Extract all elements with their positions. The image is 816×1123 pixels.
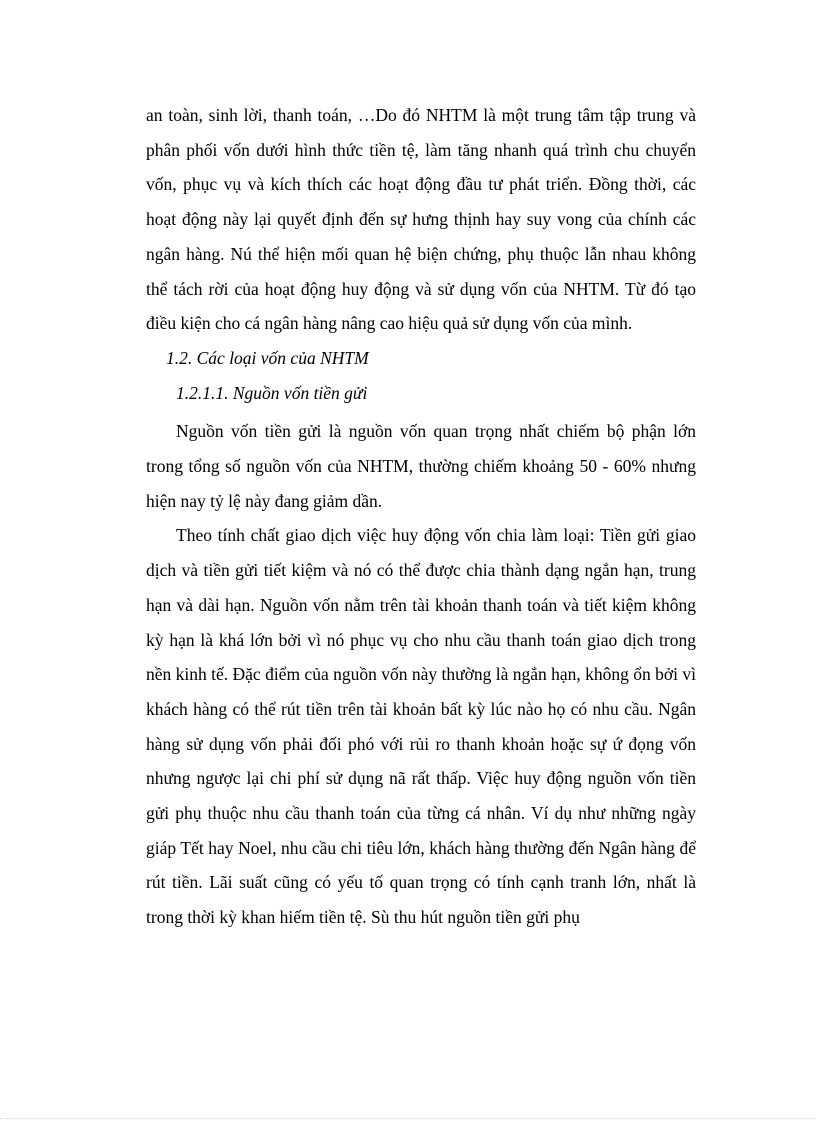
page-bottom-divider	[0, 1118, 816, 1119]
section-heading-1-2: 1.2. Các loại vốn của NHTM	[166, 347, 369, 368]
subsection-heading-1-2-1-1: 1.2.1.1. Nguồn vốn tiền gửi	[176, 382, 368, 403]
paragraph-continuation: an toàn, sinh lời, thanh toán, …Do đó NHTM là một trung tâm tập trung và phân phối vốn dưới hình thức tiền tệ, làm tăng nhanh quá trình chu chuyển vốn, phục vụ và kích thích các hoạt động đầu tư phát triển. Đồng thời, các hoạt động này lại quyết định đến sự hưng thịnh hay suy vong của chính các ngân hàng. Nú thể hiện mối quan hệ biện chứng, phụ thuộc lẫn nhau không thể tách rời của hoạt động huy động và sử dụng vốn của NHTM. Từ đó tạo điều kiện cho cá ngân hàng nâng cao hiệu quả sử dụng vốn của mình.	[146, 105, 696, 334]
paragraph-deposit-types: Theo tính chất giao dịch việc huy động vốn chia làm loại: Tiền gửi giao dịch và tiền gửi tiết kiệm và nó có thể được chia thành dạng ngắn hạn, trung hạn và dài hạn. Nguồn vốn nằm trên tài khoản thanh toán và tiết kiệm không kỳ hạn là khá lớn bởi vì nó phục vụ cho nhu cầu thanh toán giao dịch trong nền kinh tế. Đặc điểm của nguồn vốn này thường là ngắn hạn, không ổn bởi vì khách hàng có thể rút tiền trên tài khoản bất kỳ lúc nào họ có nhu cầu. Ngân hàng sử dụng vốn phải đối phó với rủi ro thanh khoản hoặc sự ứ đọng vốn nhưng ngược lại chi phí sử dụng nã rất thấp. Việc huy động nguồn vốn tiền gửi phụ thuộc nhu cầu thanh toán của từng cá nhân. Ví dụ như những ngày giáp Tết hay Noel, nhu cầu chi tiêu lớn, khách hàng thường đến Ngân hàng để rút tiền. Lãi suất cũng có yếu tố quan trọng có tính cạnh tranh lớn, nhất là trong thời kỳ khan hiếm tiền tệ. Sù thu hút nguồn tiền gửi phụ	[146, 525, 696, 928]
document-body	[146, 98, 696, 935]
paragraph-deposit-overview: Nguồn vốn tiền gửi là nguồn vốn quan trọng nhất chiếm bộ phận lớn trong tổng số nguồn vốn của NHTM, thường chiếm khoảng 50 - 60% nhưng hiện nay tỷ lệ này đang giảm dần.	[146, 421, 696, 511]
